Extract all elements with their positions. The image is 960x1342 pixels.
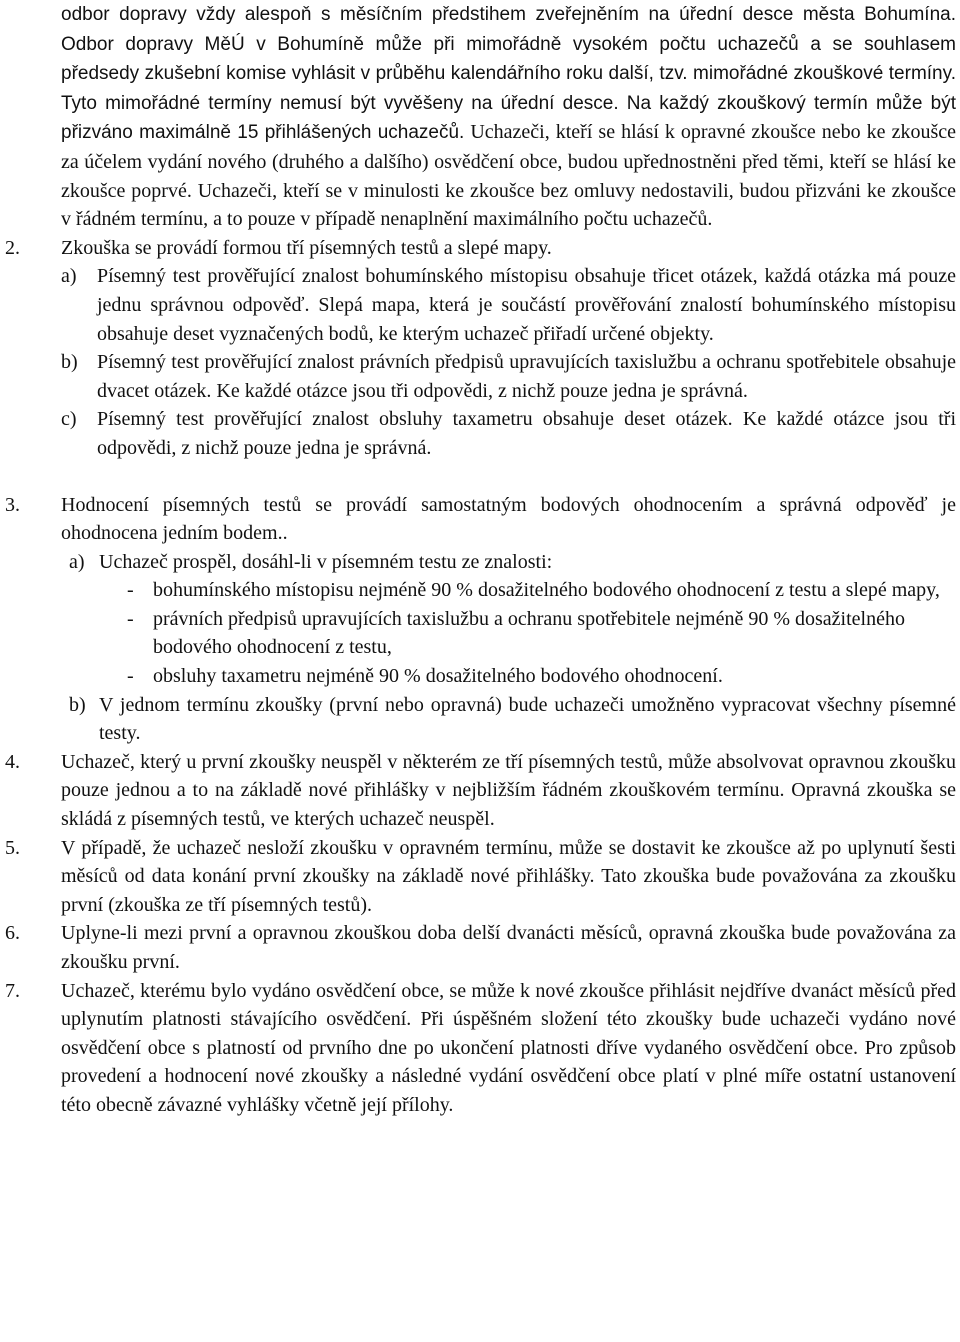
list-item-4	[0, 748, 956, 834]
subitem-text: Písemný test prověřující znalost bohumínského místopisu obsahuje třicet otázek, každá otázka má pouze jednu správnou odpověď. Slepá mapa, která je součástí prověřování znalostí bohumínského místopisu obsahuje deset vyznačených bodů, ke kterým uchazeč přiřadí určené objekty.	[97, 265, 956, 345]
item-text: Uchazeč, který u první zkoušky neuspěl v některém ze tří písemných testů, může absolvovat opravnou zkoušku pouze jednou a to na základě nové přihlášky v nejbližším řádném zkouškovém termínu. Opravná zkouška se skládá z písemných testů, ve kterých uchazeč neuspěl.	[61, 750, 956, 831]
list-item-6	[0, 919, 956, 976]
subitem-text: V jednom termínu zkoušky (první nebo opravná) bude uchazeči umožněno vypracovat všechny písemné testy.	[99, 693, 956, 745]
item-number: 7.	[5, 979, 20, 1002]
subitem-label: c)	[61, 408, 77, 431]
item-number: 2.	[5, 236, 20, 259]
list-item-2	[0, 234, 956, 263]
subitem-2c	[61, 405, 956, 462]
list-item-3	[0, 491, 956, 548]
dash-text: právních předpisů upravujících taxislužbu a ochranu spotřebitele nejméně 90 % dosažitelného bodového ohodnocení z testu,	[153, 607, 905, 659]
item-number: 4.	[5, 750, 20, 773]
dash-text: obsluhy taxametru nejméně 90 % dosažitelného bodového ohodnocení.	[153, 665, 723, 688]
subitem-label: a)	[69, 550, 85, 573]
dash-marker: -	[127, 579, 134, 602]
subitem-label: a)	[61, 265, 77, 288]
subitem-label: b)	[61, 351, 78, 374]
list-item-7	[0, 977, 956, 1120]
item-number: 6.	[5, 922, 20, 945]
subitem-text: Uchazeč prospěl, dosáhl-li v písemném testu ze znalosti:	[99, 550, 553, 573]
item-number: 5.	[5, 836, 20, 859]
item-text: Zkouška se provádí formou tří písemných testů a slepé mapy.	[61, 236, 552, 259]
dash-item-2	[127, 605, 956, 662]
subitem-2b	[61, 348, 956, 405]
item-text: Uchazeč, kterému bylo vydáno osvědčení obce, se může k nové zkoušce přihlásit nejdříve dvanáct měsíců před uplynutím platnosti stávajícího osvědčení. Při úspěšném složení této zkoušky bude uchazeči vydáno nové osvědčení obce s platností od prvního dne po ukončení platnosti dříve vydaného osvědčení obce. Pro způsob provedení a hodnocení nové zkoušky a následné vydání osvědčení obce platí v plné míře ostatní ustanovení této obecně závazné vyhlášky včetně její přílohy.	[61, 979, 956, 1116]
subitem-3b	[69, 691, 956, 748]
paragraph-part-1: odbor dopravy vždy alespoň s měsíčním předstihem zveřejněním na úřední desce města Bohumína. Odbor dopravy MěÚ v Bohumíně může při mimořádně vysokém počtu uchazečů a se souhlasem předsedy zkušební komise vyhlásit v průběhu kalendářního roku další, tzv. mimořádné zkouškové termíny. Tyto mimořádné termíny nemusí být vyvěšeny na úřední desce. Na každý zkouškový termín může být přizváno maximálně 15 přihlášených uchazečů.	[61, 4, 956, 144]
paragraph-part-2: Uchazeči, kteří se hlásí k opravné zkoušce nebo ke zkoušce za účelem vydání nového (druhého a dalšího) osvědčení obce, budou upřednostněni před těmi, kteří se hlásí ke zkoušce poprvé. Uchazeči, kteří se v minulosti ke zkoušce bez omluvy nedostavili, budou přizváni ke zkoušce v řádném termínu, a to pouze v případě nenaplnění maximálního počtu uchazečů.	[61, 121, 957, 231]
item-number: 3.	[5, 493, 20, 516]
dash-item-3	[127, 662, 956, 691]
subitem-label: b)	[69, 693, 86, 716]
item-text: V případě, že uchazeč nesloží zkoušku v opravném termínu, může se dostavit ke zkoušce až po uplynutí šesti měsíců od data konání první zkoušky na základě nové přihlášky. Tato zkouška bude považována za zkoušku první (zkouška ze tří písemných testů).	[61, 836, 956, 916]
dash-marker: -	[127, 607, 134, 630]
subitem-text: Písemný test prověřující znalost obsluhy taxametru obsahuje deset otázek. Ke každé otázce jsou tři odpovědi, z nichž pouze jedna je správná.	[97, 408, 956, 459]
subitem-3a	[69, 548, 956, 577]
dash-marker: -	[127, 665, 134, 688]
continued-paragraph	[61, 0, 956, 234]
item-text: Uplyne-li mezi první a opravnou zkouškou doba delší dvanácti měsíců, opravná zkouška bude považována za zkoušku první.	[61, 922, 956, 973]
spacer	[0, 463, 960, 491]
subitem-text: Písemný test prověřující znalost právních předpisů upravujících taxislužbu a ochranu spotřebitele obsahuje dvacet otázek. Ke každé otázce jsou tři odpovědi, z nichž pouze jedna je správná.	[97, 351, 956, 402]
subitem-2a	[61, 262, 956, 348]
dash-item-1	[127, 576, 956, 605]
item-text: Hodnocení písemných testů se provádí samostatným bodových ohodnocením a správná odpověď je ohodnocena jedním bodem..	[61, 493, 956, 545]
dash-text: bohumínského místopisu nejméně 90 % dosažitelného bodového ohodnocení z testu a slepé mapy,	[153, 579, 940, 602]
list-item-5	[0, 834, 956, 920]
